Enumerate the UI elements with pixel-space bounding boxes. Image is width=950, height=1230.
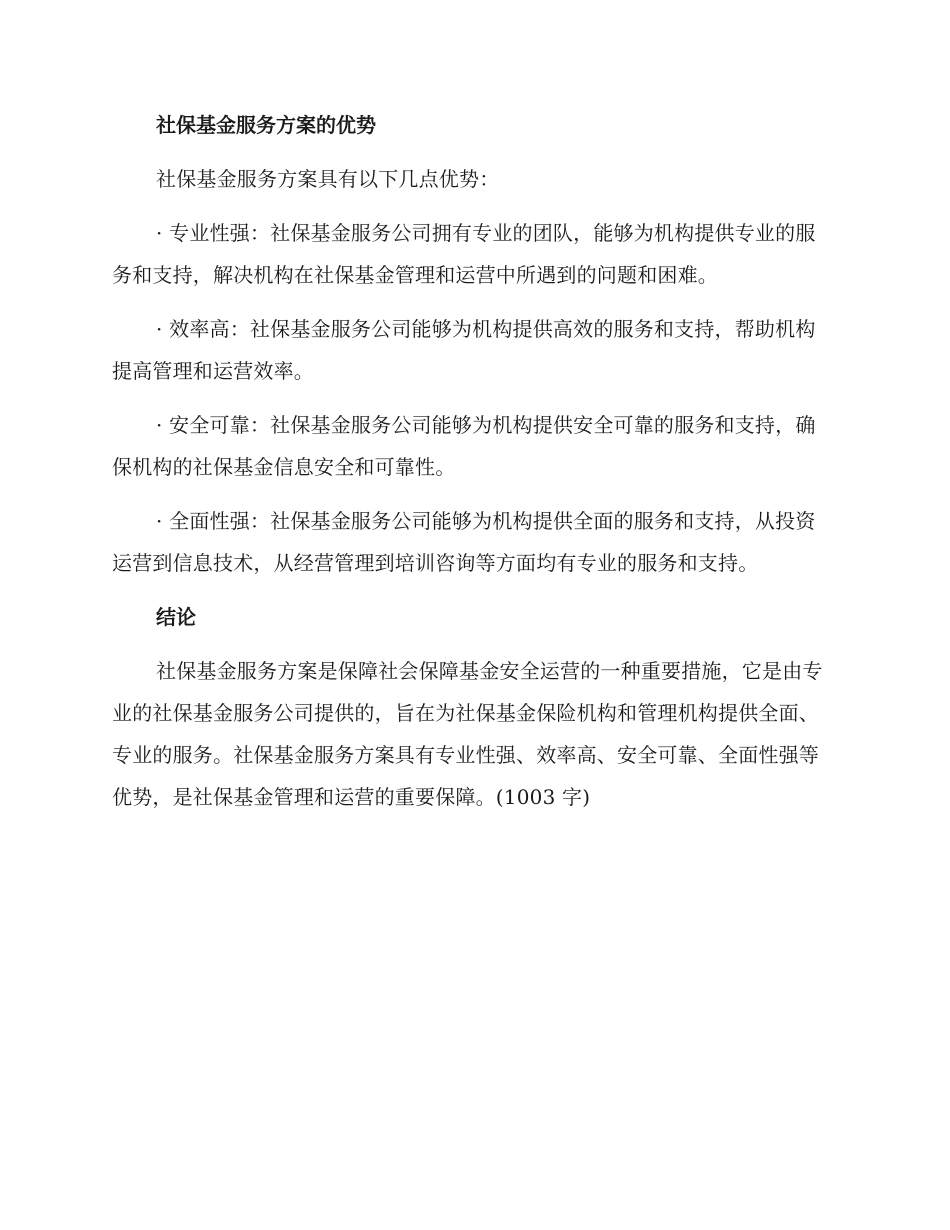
advantage-item-professional: · 专业性强：社保基金服务公司拥有专业的团队，能够为机构提供专业的服务和支持，解决机构在社保基金管理和运营中所遇到的问题和困难。 — [112, 221, 816, 287]
document-page — [112, 104, 832, 830]
section-heading-conclusion: 结论 — [156, 605, 196, 629]
advantage-item-efficiency: · 效率高：社保基金服务公司能够为机构提供高效的服务和支持，帮助机构提高管理和运营效率。 — [112, 317, 816, 383]
conclusion-paragraph: 社保基金服务方案是保障社会保障基金安全运营的一种重要措施，它是由专业的社保基金服务公司提供的，旨在为社保基金保险机构和管理机构提供全面、专业的服务。社保基金服务方案具有专业性强、效率高、安全可靠、全面性强等优势，是社保基金管理和运营的重要保障。(1003 字) — [112, 659, 823, 809]
section-heading-advantages: 社保基金服务方案的优势 — [156, 113, 376, 137]
advantage-item-comprehensive: · 全面性强：社保基金服务公司能够为机构提供全面的服务和支持，从投资运营到信息技术，从经营管理到培训咨询等方面均有专业的服务和支持。 — [112, 509, 816, 575]
advantages-intro: 社保基金服务方案具有以下几点优势： — [156, 167, 500, 191]
advantage-item-security: · 安全可靠：社保基金服务公司能够为机构提供安全可靠的服务和支持，确保机构的社保基金信息安全和可靠性。 — [112, 413, 816, 479]
